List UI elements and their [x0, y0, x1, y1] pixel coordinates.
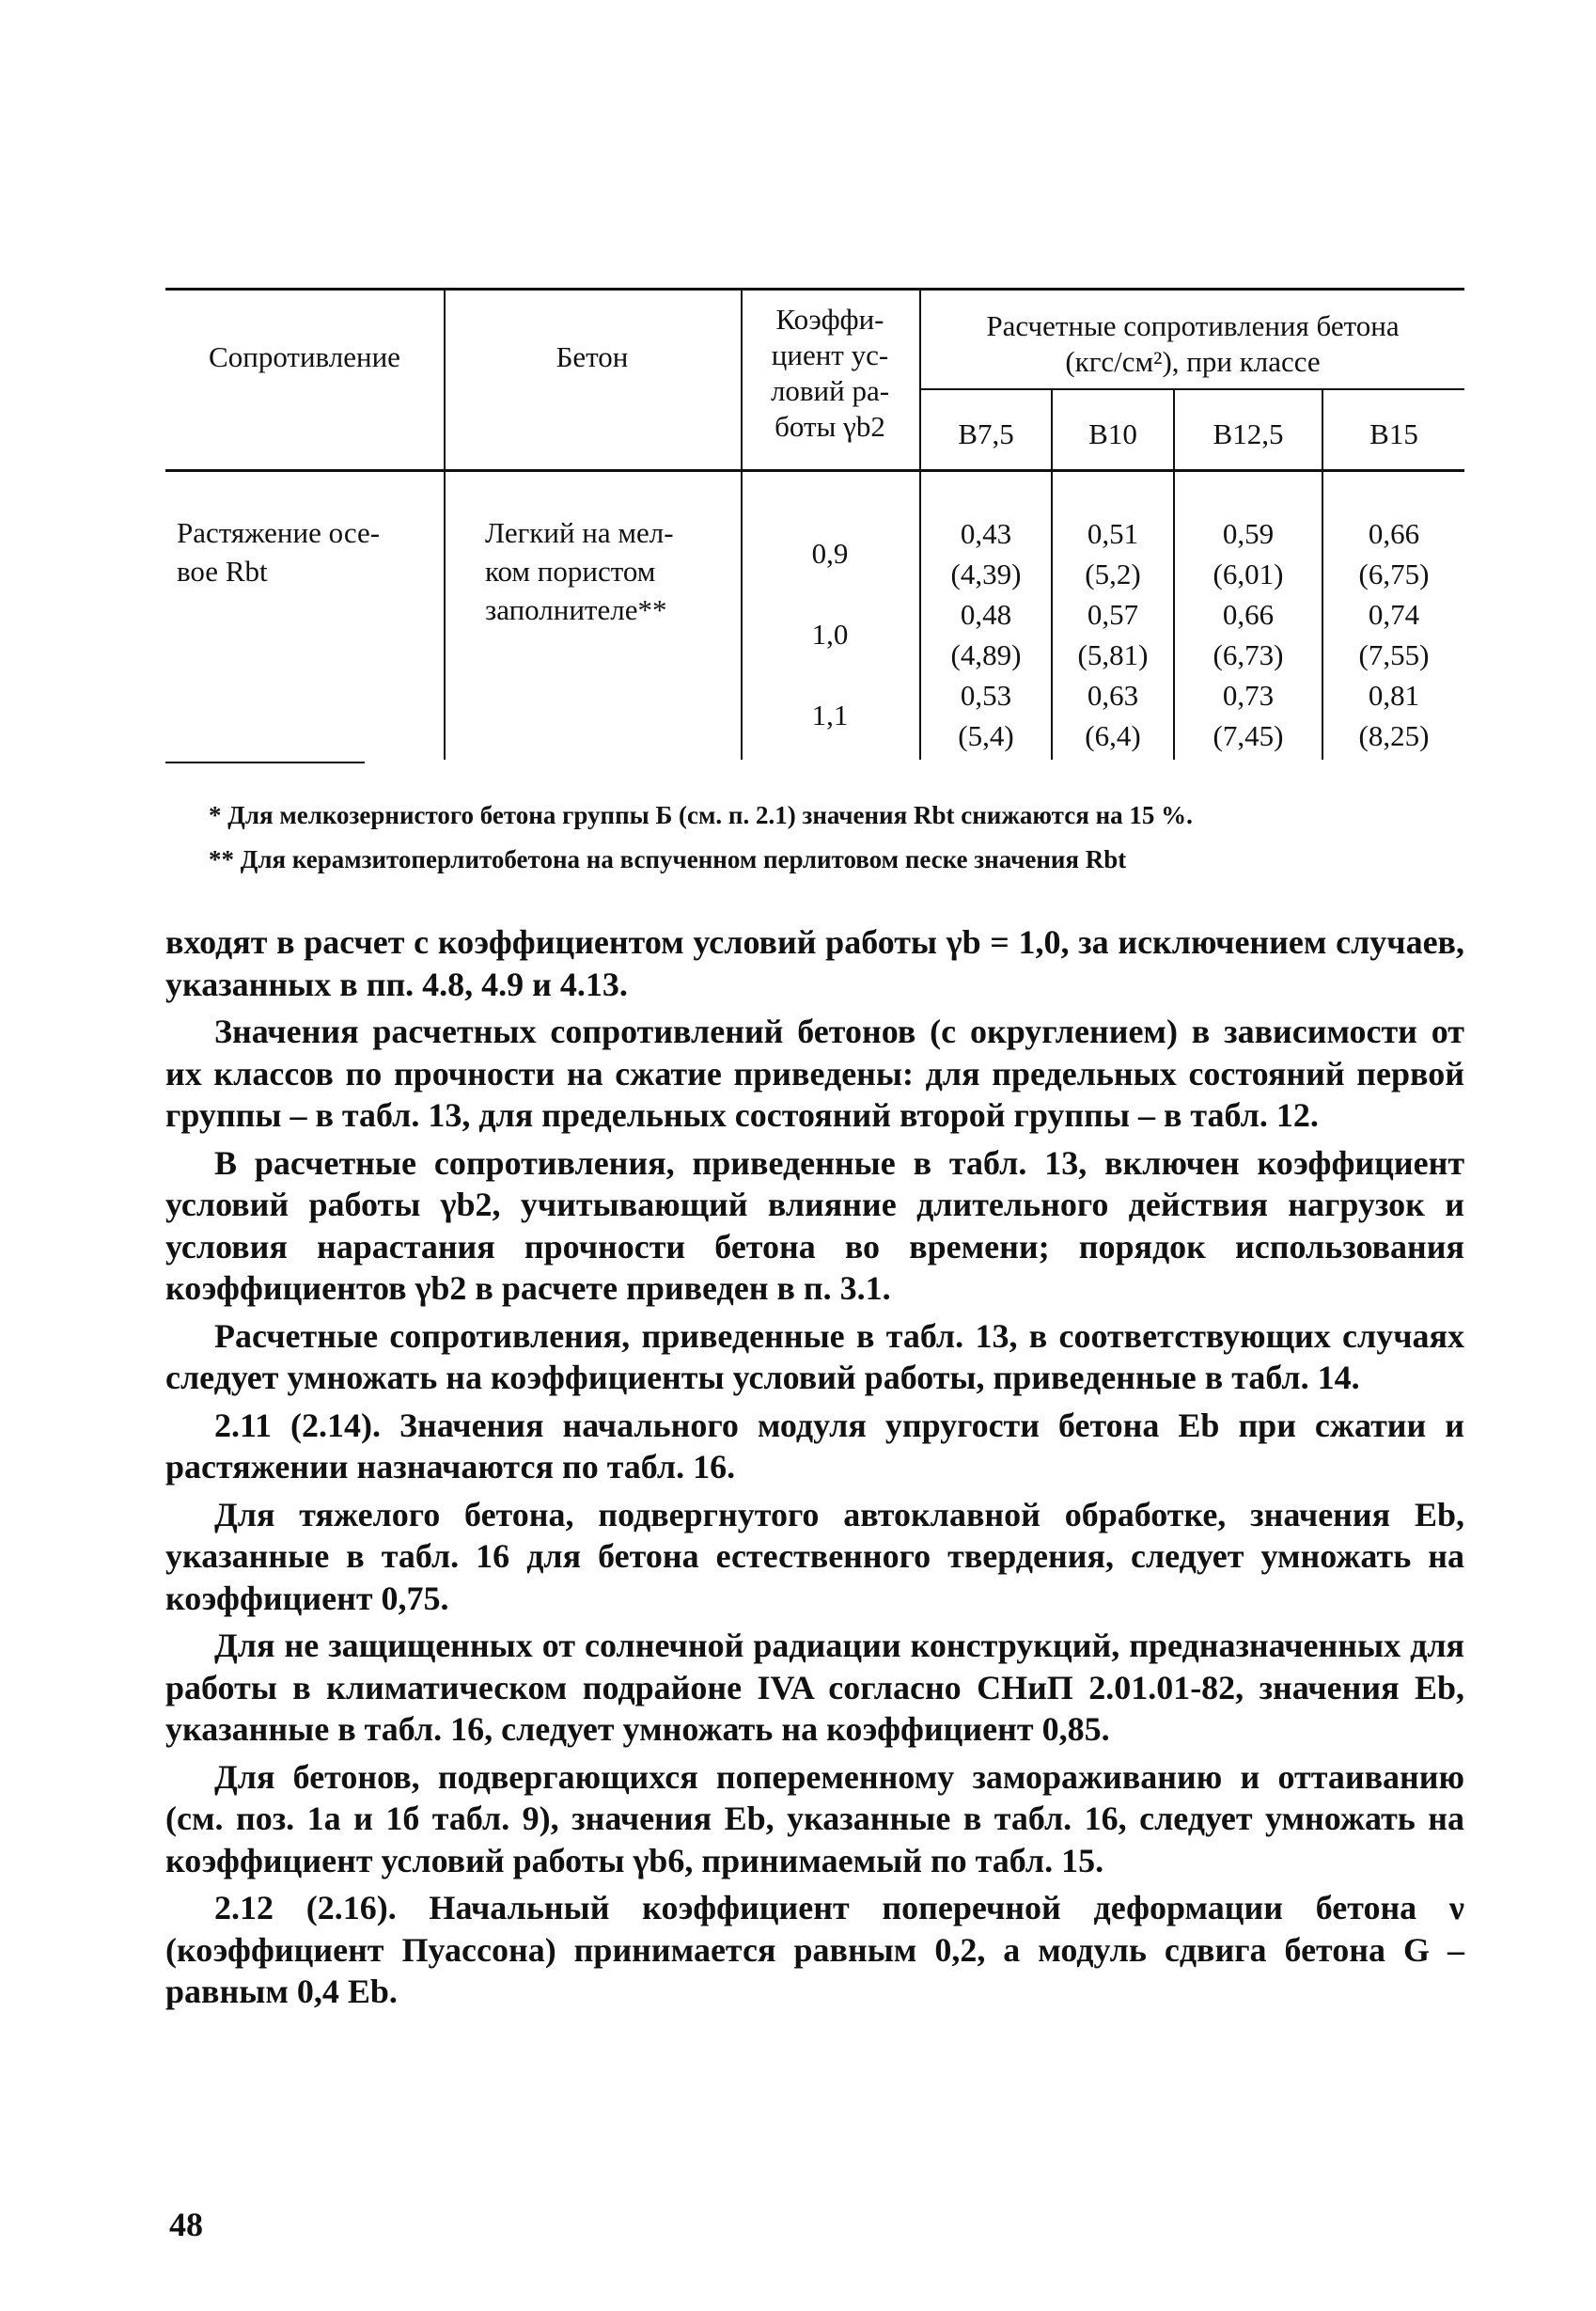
- cell-concrete-line: заполнителе**: [485, 593, 667, 626]
- paragraph: В расчетные сопротивления, приведенные в табл. 13, включен коэффициент условий работы γb2, учитывающий влияние длительного действия нагрузок и условия нарастания прочности бетона во времени; порядок использования коэффициентов γb2 в расчете приведен в п. 3.1.: [165, 1143, 1464, 1307]
- header-design-resistance: [921, 308, 1464, 380]
- value-cell: (4,39): [950, 558, 1022, 590]
- paragraph: входят в расчет с коэффициентом условий работы γb = 1,0, за исключением случаев, указанных в пп. 4.8, 4.9 и 4.13.: [165, 923, 1464, 1003]
- footnote-1: * Для мелкозернистого бетона группы Б (см. п. 2.1) значения Rbt снижаются на 15 %.: [209, 801, 1193, 829]
- paragraph: 2.11 (2.14). Значения начального модуля упругости бетона Eb при сжатии и растяжении назначаются по табл. 16.: [165, 1406, 1464, 1486]
- value-cell: (6,4): [1085, 719, 1141, 752]
- table-bottom-rule: [165, 762, 365, 763]
- value-cell: 0,57: [1087, 598, 1139, 631]
- value-cell: 0,48: [960, 598, 1012, 631]
- value-cell: 0,66: [1368, 517, 1420, 550]
- paragraph: 2.12 (2.16). Начальный коэффициент поперечной деформации бетона ν (коэффициент Пуассона) принимается равным 0,2, а модуль сдвига бетона G – равным 0,4 Eb.: [165, 1889, 1464, 2010]
- cell-concrete: [485, 513, 739, 629]
- value-cell: (5,81): [1077, 638, 1149, 671]
- coefficient-value: 0,9: [811, 537, 849, 570]
- value-cell: (7,45): [1213, 719, 1284, 752]
- header-class-b12-5: B12,5: [1213, 417, 1284, 450]
- value-cell: 0,81: [1368, 679, 1420, 712]
- value-cell: (4,89): [950, 638, 1022, 671]
- body-text: [165, 921, 1464, 2019]
- coefficient-value: 1,1: [811, 699, 849, 731]
- paragraph: Для бетонов, подвергающихся попеременному замораживанию и оттаиванию (см. поз. 1а и 1б табл. 9), значения Eb, указанные в табл. 16, следует умножать на коэффициент условий работы γb6, принимаемый по табл. 15.: [165, 1757, 1464, 1879]
- cell-coefficients: [741, 513, 919, 756]
- footnote-2: ** Для керамзитоперлитобетона на вспученном перлитовом песке значения Rbt: [209, 845, 1127, 873]
- header-coefficient: [741, 302, 919, 445]
- value-cell: (6,01): [1213, 558, 1284, 590]
- page-number: 48: [169, 2206, 203, 2243]
- cell-resistance: [177, 513, 440, 590]
- value-cell: 0,66: [1222, 598, 1275, 631]
- header-design-line: Расчетные сопротивления бетона: [986, 309, 1400, 342]
- value-cell: 0,63: [1087, 679, 1139, 712]
- column-b15: [1323, 513, 1464, 756]
- column-b10: [1053, 513, 1173, 756]
- paragraph: Расчетные сопротивления, приведенные в табл. 13, в соответствующих случаях следует умножать на коэффициенты условий работы, приведенные в табл. 14.: [165, 1316, 1464, 1396]
- cell-concrete-line: Легкий на мел-: [485, 516, 674, 549]
- value-cell: 0,43: [960, 517, 1012, 550]
- paragraph: Значения расчетных сопротивлений бетонов (с округлением) в зависимости от их классов по прочности на сжатие приведены: для предельных состояний первой группы – в табл. 13, для предельных состояний второй группы – в табл. 12.: [165, 1013, 1464, 1134]
- header-coefficient-line: Коэффи-: [775, 303, 884, 336]
- value-cell: 0,51: [1087, 517, 1139, 550]
- header-class-b15: B15: [1369, 417, 1418, 450]
- header-concrete: Бетон: [555, 340, 629, 373]
- value-cell: 0,73: [1222, 679, 1275, 712]
- value-cell: (8,25): [1358, 719, 1430, 752]
- value-cell: 0,53: [960, 679, 1012, 712]
- header-coefficient-line: ловий ра-: [770, 374, 890, 407]
- paragraph: Для не защищенных от солнечной радиации конструкций, предназначенных для работы в климатическом подрайоне IVA согласно СНиП 2.01.01-82, значения Eb, указанные в табл. 16, следует умножать на коэффициент 0,85.: [165, 1627, 1464, 1748]
- cell-resistance-line: Растяжение осе-: [177, 516, 381, 549]
- header-class-b10: B10: [1088, 417, 1137, 450]
- value-cell: (6,73): [1213, 638, 1284, 671]
- value-cell: (5,4): [958, 719, 1014, 752]
- value-cell: (5,2): [1085, 558, 1141, 590]
- header-coefficient-line: циент ус-: [771, 338, 889, 371]
- value-cell: 0,59: [1222, 517, 1275, 550]
- header-class-b7-5: B7,5: [958, 417, 1014, 450]
- column-b12-5: [1175, 513, 1322, 756]
- cell-concrete-line: ком пористом: [485, 555, 656, 588]
- coefficient-value: 1,0: [811, 618, 849, 651]
- value-cell: (6,75): [1358, 558, 1430, 590]
- header-design-line: (кгс/см²), при классе: [1065, 345, 1321, 378]
- header-resistance: Сопротивление: [209, 340, 400, 373]
- cell-resistance-line: вое Rbt: [177, 555, 268, 588]
- value-cell: 0,74: [1368, 598, 1420, 631]
- table-top-rule: [165, 288, 1464, 291]
- value-cell: (7,55): [1358, 638, 1430, 671]
- paragraph: Для тяжелого бетона, подвергнутого автоклавной обработке, значения Eb, указанные в табл. 16 для бетона естественного твердения, следует умножать на коэффициент 0,75.: [165, 1495, 1464, 1617]
- table-header-rule: [165, 469, 1464, 472]
- subheader-rule: [919, 388, 1464, 390]
- header-coefficient-line: боты γb2: [775, 410, 885, 443]
- column-b7-5: [921, 513, 1051, 756]
